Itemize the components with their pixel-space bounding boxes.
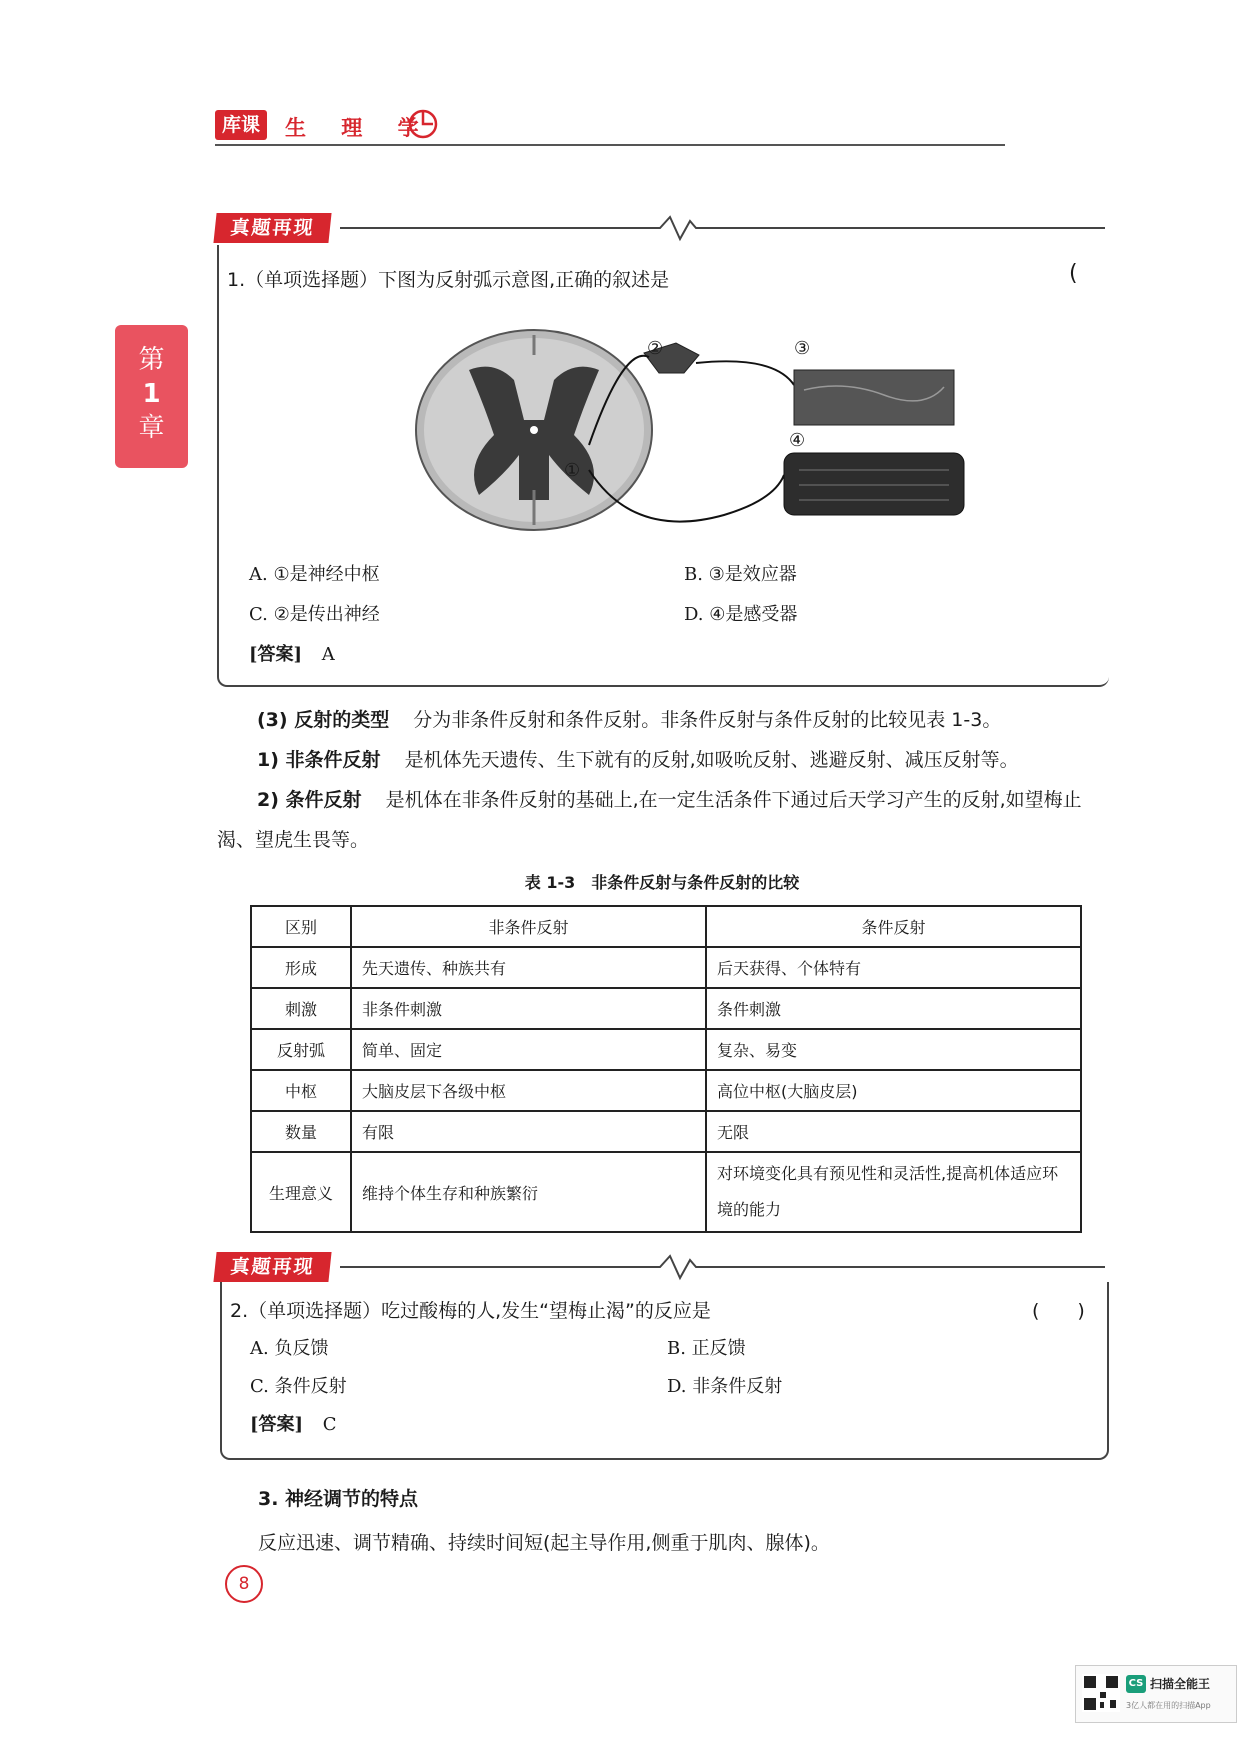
table-cell: 简单、固定: [351, 1029, 706, 1070]
paragraph-2-heading: 1) 非条件反射: [257, 749, 381, 771]
table-cell: 维持个体生存和种族繁衍: [351, 1152, 706, 1232]
publisher-logo: 库课: [215, 110, 267, 140]
table-cell: 形成: [251, 947, 351, 988]
answer-value: C: [322, 1414, 337, 1435]
answer-paren: ( ): [1032, 1300, 1085, 1322]
reflex-types-text: [217, 700, 1107, 860]
label-3: ③: [794, 338, 811, 359]
table-row: [251, 1029, 1081, 1070]
table-cell: 后天获得、个体特有: [706, 947, 1081, 988]
table-cell: 非条件刺激: [351, 988, 706, 1029]
paragraph-2-body: 是机体先天遗传、生下就有的反射,如吸吮反射、逃避反射、减压反射等。: [404, 749, 1019, 771]
chapter-tab-text: 第: [138, 345, 165, 375]
banner-tag: 真题再现: [213, 1252, 331, 1282]
reflex-arc-diagram: [414, 325, 974, 555]
page-header: [215, 100, 1005, 152]
banner-tag: 真题再现: [213, 213, 331, 243]
section-3-title: 3. 神经调节的特点: [258, 1488, 419, 1510]
option-b: B. 正反馈: [667, 1338, 746, 1359]
table-header: 非条件反射: [351, 906, 706, 947]
answer-row: [250, 1410, 337, 1436]
question-2-stem: 2.（单项选择题）吃过酸梅的人,发生“望梅止渴”的反应是: [230, 1300, 711, 1322]
answer-label: [答案]: [250, 1414, 304, 1435]
table-cell: 无限: [706, 1111, 1081, 1152]
section-banner: [215, 213, 1105, 243]
banner-zigzag-line: [340, 1252, 1105, 1282]
table-header: 条件反射: [706, 906, 1081, 947]
paragraph-1-body: 分为非条件反射和条件反射。非条件反射与条件反射的比较见表 1-3。: [413, 709, 1002, 731]
header-rule: [215, 144, 1005, 146]
table-header-row: [251, 906, 1081, 947]
table-cell: 中枢: [251, 1070, 351, 1111]
option-c: C. ②是传出神经: [249, 604, 380, 625]
chapter-tab-text: 章: [138, 413, 165, 443]
table-cell: 条件刺激: [706, 988, 1081, 1029]
banner-zigzag-line: [340, 213, 1105, 243]
table-cell: 复杂、易变: [706, 1029, 1081, 1070]
paragraph-3-heading: 2) 条件反射: [257, 789, 362, 811]
answer-paren: (: [1069, 261, 1078, 286]
section-3-text: 反应迅速、调节精确、持续时间短(起主导作用,侧重于肌肉、腺体)。: [258, 1532, 830, 1554]
scanner-tagline: 3亿人都在用的扫描App: [1126, 1701, 1211, 1710]
clock-icon: [405, 106, 441, 142]
table-row: [251, 1111, 1081, 1152]
option-b: B. ③是效应器: [684, 564, 797, 585]
cs-icon: CS: [1126, 1675, 1146, 1693]
chapter-number: 1: [142, 379, 161, 409]
answer-value: A: [321, 644, 335, 665]
question-2-box: [220, 1282, 1109, 1460]
table-cell: 有限: [351, 1111, 706, 1152]
chapter-tab: [115, 325, 188, 468]
table-row: [251, 1152, 1081, 1232]
page-number: 8: [225, 1565, 263, 1603]
table-row: [251, 1070, 1081, 1111]
question-1-box: [217, 245, 1109, 687]
table-cell: 刺激: [251, 988, 351, 1029]
option-a: A. ①是神经中枢: [249, 564, 380, 585]
comparison-table: [250, 905, 1082, 1233]
paragraph-3-body: 是机体在非条件反射的基础上,在一定生活条件下通过后天学习产生的反射,如望梅止: [385, 789, 1082, 811]
table-cell: 数量: [251, 1111, 351, 1152]
question-1-stem: 1.（单项选择题）下图为反射弧示意图,正确的叙述是: [227, 269, 670, 291]
table-cell: 生理意义: [251, 1152, 351, 1232]
option-a: A. 负反馈: [250, 1338, 329, 1359]
label-4: ④: [789, 430, 806, 451]
label-2: ②: [647, 338, 664, 359]
option-c: C. 条件反射: [250, 1376, 347, 1397]
paragraph-1-heading: (3) 反射的类型: [257, 709, 390, 731]
table-cell: 反射弧: [251, 1029, 351, 1070]
table-cell: 先天遗传、种族共有: [351, 947, 706, 988]
paragraph-3-continued: 渴、望虎生畏等。: [217, 829, 370, 851]
paragraph-3: [217, 780, 1107, 820]
paragraph-2: [217, 740, 1107, 780]
scanner-badge: [1075, 1665, 1237, 1723]
table-caption: 表 1-3 非条件反射与条件反射的比较: [524, 873, 800, 892]
answer-label: [答案]: [249, 644, 303, 665]
label-1: ①: [564, 460, 581, 481]
paragraph-1: [217, 700, 1107, 740]
table-cell: 高位中枢(大脑皮层): [706, 1070, 1081, 1111]
option-d: D. 非条件反射: [667, 1376, 783, 1397]
table-header: 区别: [251, 906, 351, 947]
scanner-brand: 扫描全能王: [1150, 1677, 1211, 1691]
section-banner: [215, 1252, 1105, 1282]
table-row: [251, 947, 1081, 988]
table-cell: 大脑皮层下各级中枢: [351, 1070, 706, 1111]
subject-title: 生 理 学: [285, 116, 433, 140]
answer-row: [249, 640, 335, 666]
table-row: [251, 988, 1081, 1029]
table-cell: 对环境变化具有预见性和灵活性,提高机体适应环境的能力: [706, 1152, 1081, 1232]
option-d: D. ④是感受器: [684, 604, 798, 625]
qr-code-icon: [1082, 1674, 1120, 1712]
